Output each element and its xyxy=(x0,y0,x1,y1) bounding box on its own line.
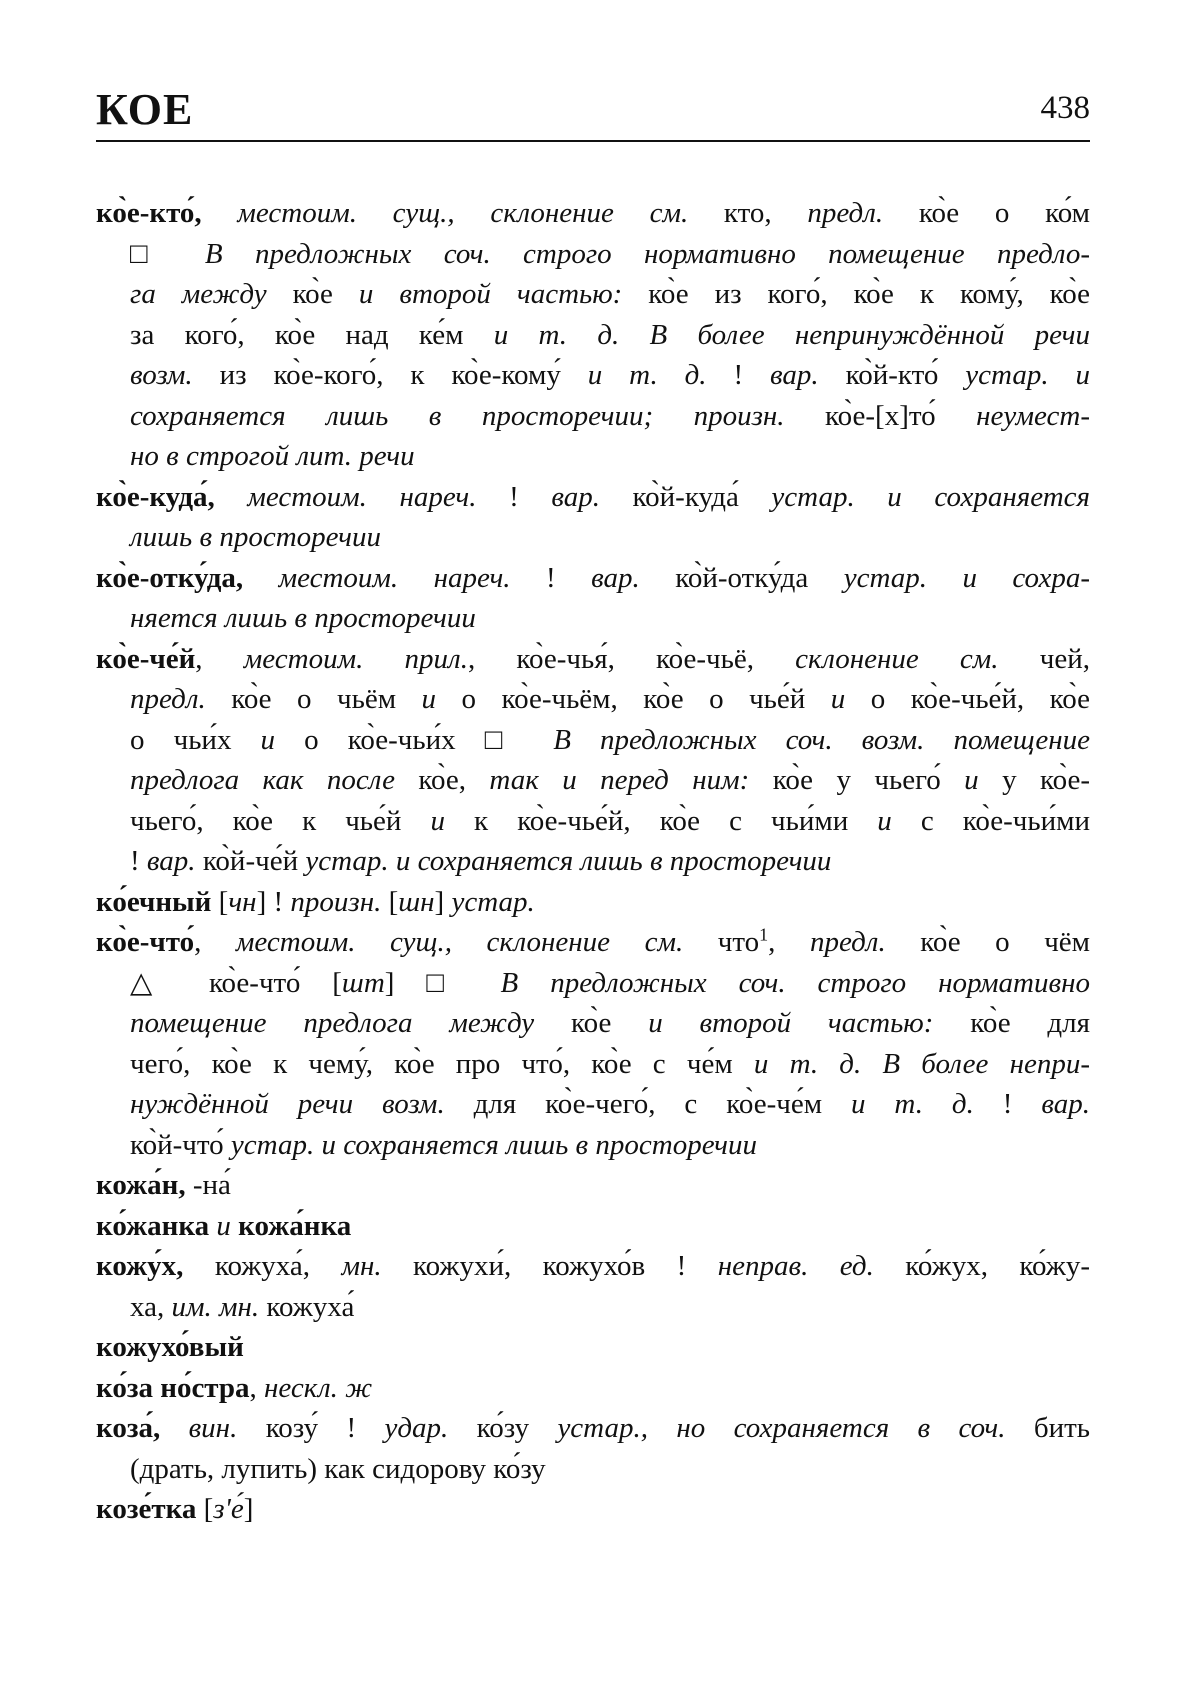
entry-continuation-line xyxy=(96,679,1090,720)
example-text: для ко̀е-чего́, с ко̀е-че́м xyxy=(473,1088,851,1120)
header-rule xyxy=(96,140,1090,142)
editorial-note: сохраняется лишь в просторечии; произн. xyxy=(130,399,826,432)
example-text: ко̀е у чьего́ xyxy=(772,764,965,796)
example-text: кожухи́, кожухо́в ! xyxy=(413,1250,718,1282)
editorial-note: помещение предлога между xyxy=(130,1007,571,1039)
editorial-note: и xyxy=(216,1209,239,1242)
editorial-note: и т. д. В более непри- xyxy=(753,1047,1090,1080)
editorial-note: предл. xyxy=(809,926,921,958)
editorial-note: произн. xyxy=(290,885,389,918)
editorial-note: и второй частью: xyxy=(648,1007,971,1039)
entry-continuation-line xyxy=(96,396,1090,437)
entry-continuation-line xyxy=(96,517,1090,558)
editorial-note: возм. xyxy=(130,359,220,391)
headword: кожу́х, xyxy=(96,1250,184,1282)
editorial-note: и т. д. xyxy=(587,359,734,391)
editorial-note: местоим. нареч. xyxy=(214,480,510,513)
headword: ко́ечный xyxy=(96,885,212,918)
editorial-note: неправ. ед. xyxy=(717,1250,906,1282)
entry-headline xyxy=(96,1246,1090,1287)
editorial-note: няется лишь в просторечии xyxy=(130,602,476,634)
example-text: (драть, лупить) как сидорову ко́зу xyxy=(130,1452,546,1485)
editorial-note: вар. xyxy=(551,480,633,513)
example-text: , ко̀е-чья́, ко̀е-чьё, xyxy=(467,642,796,675)
entry-continuation-line xyxy=(96,1125,1090,1166)
entry-continuation-line xyxy=(96,1449,1090,1490)
entry-headline xyxy=(96,1165,1090,1206)
example-text: ] □ xyxy=(384,966,501,999)
headword: ко̀е-куда́, xyxy=(96,480,215,513)
editorial-note: и xyxy=(877,804,921,837)
editorial-note: и xyxy=(421,683,462,715)
entry-headline xyxy=(96,1489,1090,1530)
example-text: из ко̀е-кого́, к ко̀е-кому́ xyxy=(219,359,588,391)
example-text: ! xyxy=(1002,1088,1042,1120)
headword: ко̀е-че́й xyxy=(96,642,196,675)
entry-headline xyxy=(96,882,1090,923)
example-text: о ко̀е-чье́й, ко̀е xyxy=(870,683,1090,715)
example-text: чей, xyxy=(1039,642,1090,675)
headword: козе́тка xyxy=(96,1493,197,1525)
entry-continuation-line xyxy=(96,1003,1090,1044)
editorial-note: шн xyxy=(398,885,435,918)
editorial-note: и xyxy=(964,764,1003,796)
example-text: чего́, ко̀е к чему́, ко̀е про что́, ко̀е с че́м xyxy=(130,1047,754,1080)
example-text: ] ! xyxy=(256,885,291,918)
editorial-note: В предложных соч. возм. помещение xyxy=(553,723,1090,756)
editorial-note: местоим. нареч. xyxy=(243,561,546,594)
editorial-note: вар. xyxy=(1041,1088,1090,1120)
editorial-note: устар. и xyxy=(965,359,1090,391)
entry-continuation-line xyxy=(96,355,1090,396)
editorial-note: вар. xyxy=(146,845,203,877)
editorial-note: местоим. прил. xyxy=(243,642,468,675)
example-text: ко̀е о ко́м xyxy=(918,197,1090,229)
entry-headline xyxy=(96,1408,1090,1449)
running-head: КОЕ xyxy=(96,85,194,134)
example-text: ко́зу xyxy=(476,1412,558,1444)
example-text: ко̀е о чьём xyxy=(231,683,422,715)
example-text: кто, xyxy=(723,197,808,229)
editorial-note: неумест- xyxy=(976,399,1090,432)
entry-headline xyxy=(96,639,1090,680)
entry-headline xyxy=(96,1327,1090,1368)
example-text: , xyxy=(195,642,244,675)
example-text: о ко̀е-чьём, ко̀е о чье́й xyxy=(461,683,831,715)
example-text: о чьи́х xyxy=(130,723,261,756)
entry-continuation-line xyxy=(96,598,1090,639)
editorial-note: предлога как после xyxy=(130,764,419,796)
example-text: ко̀й-кто́ xyxy=(845,359,966,391)
entry-continuation-line xyxy=(96,274,1090,315)
entry-continuation-line xyxy=(96,315,1090,356)
example-text: к ко̀е-чье́й, ко̀е с чьи́ми xyxy=(474,804,878,837)
editorial-note: чн xyxy=(228,885,257,918)
page-number: 438 xyxy=(1040,90,1090,126)
editorial-note: В предложных соч. строго нормативно помещение предло- xyxy=(204,237,1090,270)
editorial-note: склонение см. xyxy=(795,642,1040,675)
example-text: ко́жух, ко́жу- xyxy=(905,1250,1090,1282)
entry-headline xyxy=(96,1206,1090,1247)
example-text: ко̀й-что́ xyxy=(130,1128,231,1161)
editorial-note: местоим. сущ., склонение см. xyxy=(235,926,718,958)
editorial-note: и xyxy=(430,804,475,837)
entry-continuation-line xyxy=(96,963,1090,1004)
editorial-note: и xyxy=(260,723,305,756)
editorial-note: им. мн. xyxy=(171,1290,267,1323)
example-text: -на́ xyxy=(185,1169,231,1201)
example-text: о ко̀е-чьи́х □ xyxy=(304,723,554,756)
example-text: ко̀е, xyxy=(418,764,490,796)
editorial-note: местоим. сущ., склонение см. xyxy=(201,197,724,229)
example-text: ко̀й-че́й xyxy=(202,845,306,877)
example-text: ! xyxy=(546,561,592,594)
example-text: ко̀й-отку́да xyxy=(675,561,844,594)
headword: коза́, xyxy=(96,1412,161,1444)
headword: кожа́н, xyxy=(96,1169,186,1201)
editorial-note: нескл. ж xyxy=(264,1371,373,1404)
example-text: ] xyxy=(243,1493,254,1525)
editorial-note: В предложных соч. строго нормативно xyxy=(500,966,1090,999)
example-text: ко̀е xyxy=(292,278,359,310)
entry-continuation-line xyxy=(96,436,1090,477)
example-text: [ xyxy=(388,885,399,918)
headword: кожухо́вый xyxy=(96,1331,244,1363)
editorial-note: устар. и сохра- xyxy=(843,561,1090,594)
example-text: кожуха́, xyxy=(183,1250,342,1282)
example-text: ко̀е xyxy=(571,1007,649,1039)
entry-continuation-line xyxy=(96,1287,1090,1328)
example-text: , xyxy=(249,1371,265,1404)
example-text: ко̀е из кого́, ко̀е к кому́, ко̀е xyxy=(648,278,1090,310)
example-text: , xyxy=(768,926,810,958)
editorial-note: вар. xyxy=(770,359,846,391)
headword: ко̀е-что́ xyxy=(96,926,195,958)
homonym-index: 1 xyxy=(759,924,769,945)
example-text: ] xyxy=(434,885,452,918)
headword: кожа́нка xyxy=(238,1209,352,1242)
example-text: ! xyxy=(733,359,771,391)
entry-continuation-line xyxy=(96,720,1090,761)
example-text: △ ко̀е-что́ [ xyxy=(130,966,342,999)
editorial-note: и т. д. В более непринуждённой речи xyxy=(493,318,1090,351)
entry-headline xyxy=(96,193,1090,234)
editorial-note: вин. xyxy=(160,1412,266,1444)
example-text: что xyxy=(717,926,760,958)
editorial-note: мн. xyxy=(341,1250,414,1282)
editorial-note: и т. д. xyxy=(850,1088,1003,1120)
example-text: □ xyxy=(130,237,205,270)
editorial-note: устар., но сохраняется в соч. xyxy=(557,1412,1034,1444)
editorial-note: предл. xyxy=(130,683,232,715)
example-text: за кого́, ко̀е над ке́м xyxy=(130,318,494,351)
entry-headline xyxy=(96,1368,1090,1409)
example-text: ! xyxy=(509,480,552,513)
headword: ко́жанка xyxy=(96,1209,217,1242)
dictionary-column xyxy=(96,193,1090,1530)
editorial-note: з'е́ xyxy=(213,1493,244,1525)
example-text: ! xyxy=(130,845,147,877)
entry-headline xyxy=(96,922,1090,963)
entry-headline xyxy=(96,558,1090,599)
headword: ко́за но́стра xyxy=(96,1371,250,1404)
example-text: кожуха́ xyxy=(266,1290,355,1323)
editorial-note: устар. xyxy=(451,885,535,918)
example-text: с ко̀е-чьи́ми xyxy=(920,804,1090,837)
example-text: чьего́, ко̀е к чье́й xyxy=(130,804,431,837)
editorial-note: га между xyxy=(130,278,293,310)
example-text: бить xyxy=(1033,1412,1090,1444)
example-text: ха, xyxy=(130,1290,172,1323)
editorial-note: предл. xyxy=(807,197,919,229)
editorial-note: удар. xyxy=(384,1412,477,1444)
editorial-note: и второй частью: xyxy=(358,278,649,310)
editorial-note: устар. и сохраняется xyxy=(771,480,1090,513)
entry-continuation-line xyxy=(96,1044,1090,1085)
headword: ко̀е-отку́да, xyxy=(96,561,244,594)
entry-continuation-line xyxy=(96,841,1090,882)
editorial-note: устар. и сохраняется лишь в просторечии xyxy=(230,1128,758,1161)
example-text: [ xyxy=(211,885,229,918)
headword: ко̀е-кто́, xyxy=(96,197,202,229)
editorial-note: вар. xyxy=(591,561,676,594)
example-text: у ко̀е- xyxy=(1002,764,1090,796)
editorial-note: лишь в просторечии xyxy=(130,521,381,553)
example-text: ко̀е для xyxy=(970,1007,1090,1039)
example-text: ко̀е о чём xyxy=(920,926,1090,958)
entry-continuation-line xyxy=(96,760,1090,801)
editorial-note: шт xyxy=(341,966,385,999)
editorial-note: так и перед ним: xyxy=(489,764,773,796)
example-text: , xyxy=(194,926,236,958)
editorial-note: но в строгой лит. речи xyxy=(130,440,415,472)
entry-continuation-line xyxy=(96,801,1090,842)
entry-headline xyxy=(96,477,1090,518)
entry-continuation-line xyxy=(96,1084,1090,1125)
example-text: ко̀е-[х]то́ xyxy=(825,399,977,432)
editorial-note: нуждённой речи возм. xyxy=(130,1088,474,1120)
example-text: ко̀й-куда́ xyxy=(632,480,772,513)
example-text: козу́ ! xyxy=(265,1412,385,1444)
example-text: [ xyxy=(196,1493,214,1525)
entry-continuation-line xyxy=(96,234,1090,275)
editorial-note: устар. и сохраняется лишь в просторечии xyxy=(305,845,832,877)
editorial-note: и xyxy=(830,683,871,715)
